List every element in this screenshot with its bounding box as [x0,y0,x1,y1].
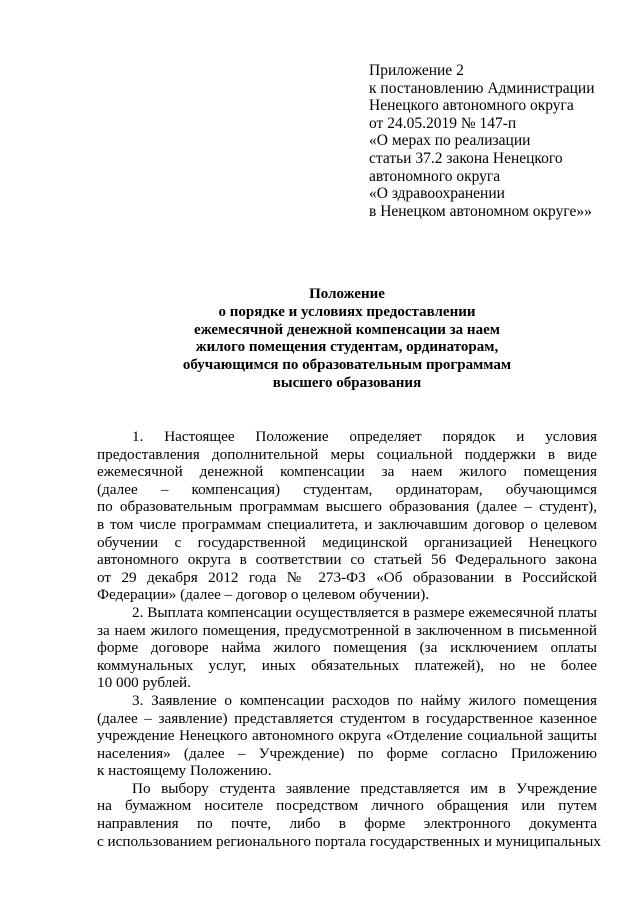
appendix-line: Приложение 2 [369,62,464,79]
title-line: жилого помещения студентам, ординаторам, [195,339,499,356]
appendix-header [369,62,631,220]
title-line: высшего образования [272,374,422,391]
appendix-line: автономного округа [369,167,501,185]
body-line: от 29 декабря 2012 года № 273-ФЗ «Об образовании в Российской [97,568,597,586]
body-line: коммунальных услуг, иных обязательных платежей), но не более [97,656,597,674]
body-line: По выбору студента заявление представляется им в Учреждение [132,779,597,797]
body-line: к настоящему Положению. [97,762,272,780]
appendix-line: «О мерах по реализации [369,132,531,150]
body-line: за наем жилого помещения, предусмотренной в заключенном в письменной [97,621,597,639]
body-line: учреждение Ненецкого автономного округа «Отделение социальной защиты [97,727,597,745]
document-body [97,428,601,850]
body-line: населения» (далее – Учреждение) по форме согласно Приложению [97,744,597,762]
body-line: в том числе программам специалитета, и заключавшим договор о целевом [97,515,597,533]
body-line: с использованием регионального портала государственных и муниципальных [97,832,601,850]
appendix-line: Ненецкого автономного округа [369,97,574,115]
body-line: (далее – заявление) представляется студентом в государственное казенное [97,709,597,727]
body-line: (далее – компенсация) студентам, ординаторам, обучающимся [97,480,597,498]
body-line: на бумажном носителе посредством личного обращения или путем [97,797,597,815]
document-title [100,286,594,393]
body-line: ежемесячной денежной компенсации за наем жилого помещения [97,463,597,481]
title-line: ежемесячной денежной компенсации за наем [194,321,500,338]
title-line: обучающимся по образовательным программам [182,357,512,374]
body-line: автономного округа в соответствии со статьей 56 Федерального закона [97,551,597,569]
body-line: обучении с государственной медицинской организацией Ненецкого [97,533,597,551]
body-line: по образовательным программам высшего образования (далее – студент), [97,498,597,516]
body-line: Федерации» (далее – договор о целевом обучении). [97,586,430,604]
title-line: Положение [309,286,385,302]
title-line: о порядке и условиях предоставлении [218,303,476,320]
body-line: 2. Выплата компенсации осуществляется в размере ежемесячной платы [132,603,597,621]
body-line: направления по почте, либо в форме электронного документа [97,815,597,833]
body-line: 10 000 рублей. [97,674,191,692]
body-line: предоставления дополнительной меры социальной поддержки в виде [97,445,597,463]
appendix-line: в Ненецком автономном округе»» [369,202,592,220]
appendix-line: от 24.05.2019 № 147-п [369,114,517,132]
body-line: 3. Заявление о компенсации расходов по найму жилого помещения [132,691,597,709]
appendix-line: статьи 37.2 закона Ненецкого [369,149,563,167]
body-line: форме договоре найма жилого помещения (за исключением оплаты [97,639,597,657]
body-line: 1. Настоящее Положение определяет порядок и условия [132,428,597,445]
appendix-line: «О здравоохранении [369,185,505,203]
appendix-line: к постановлению Администрации [369,79,595,97]
